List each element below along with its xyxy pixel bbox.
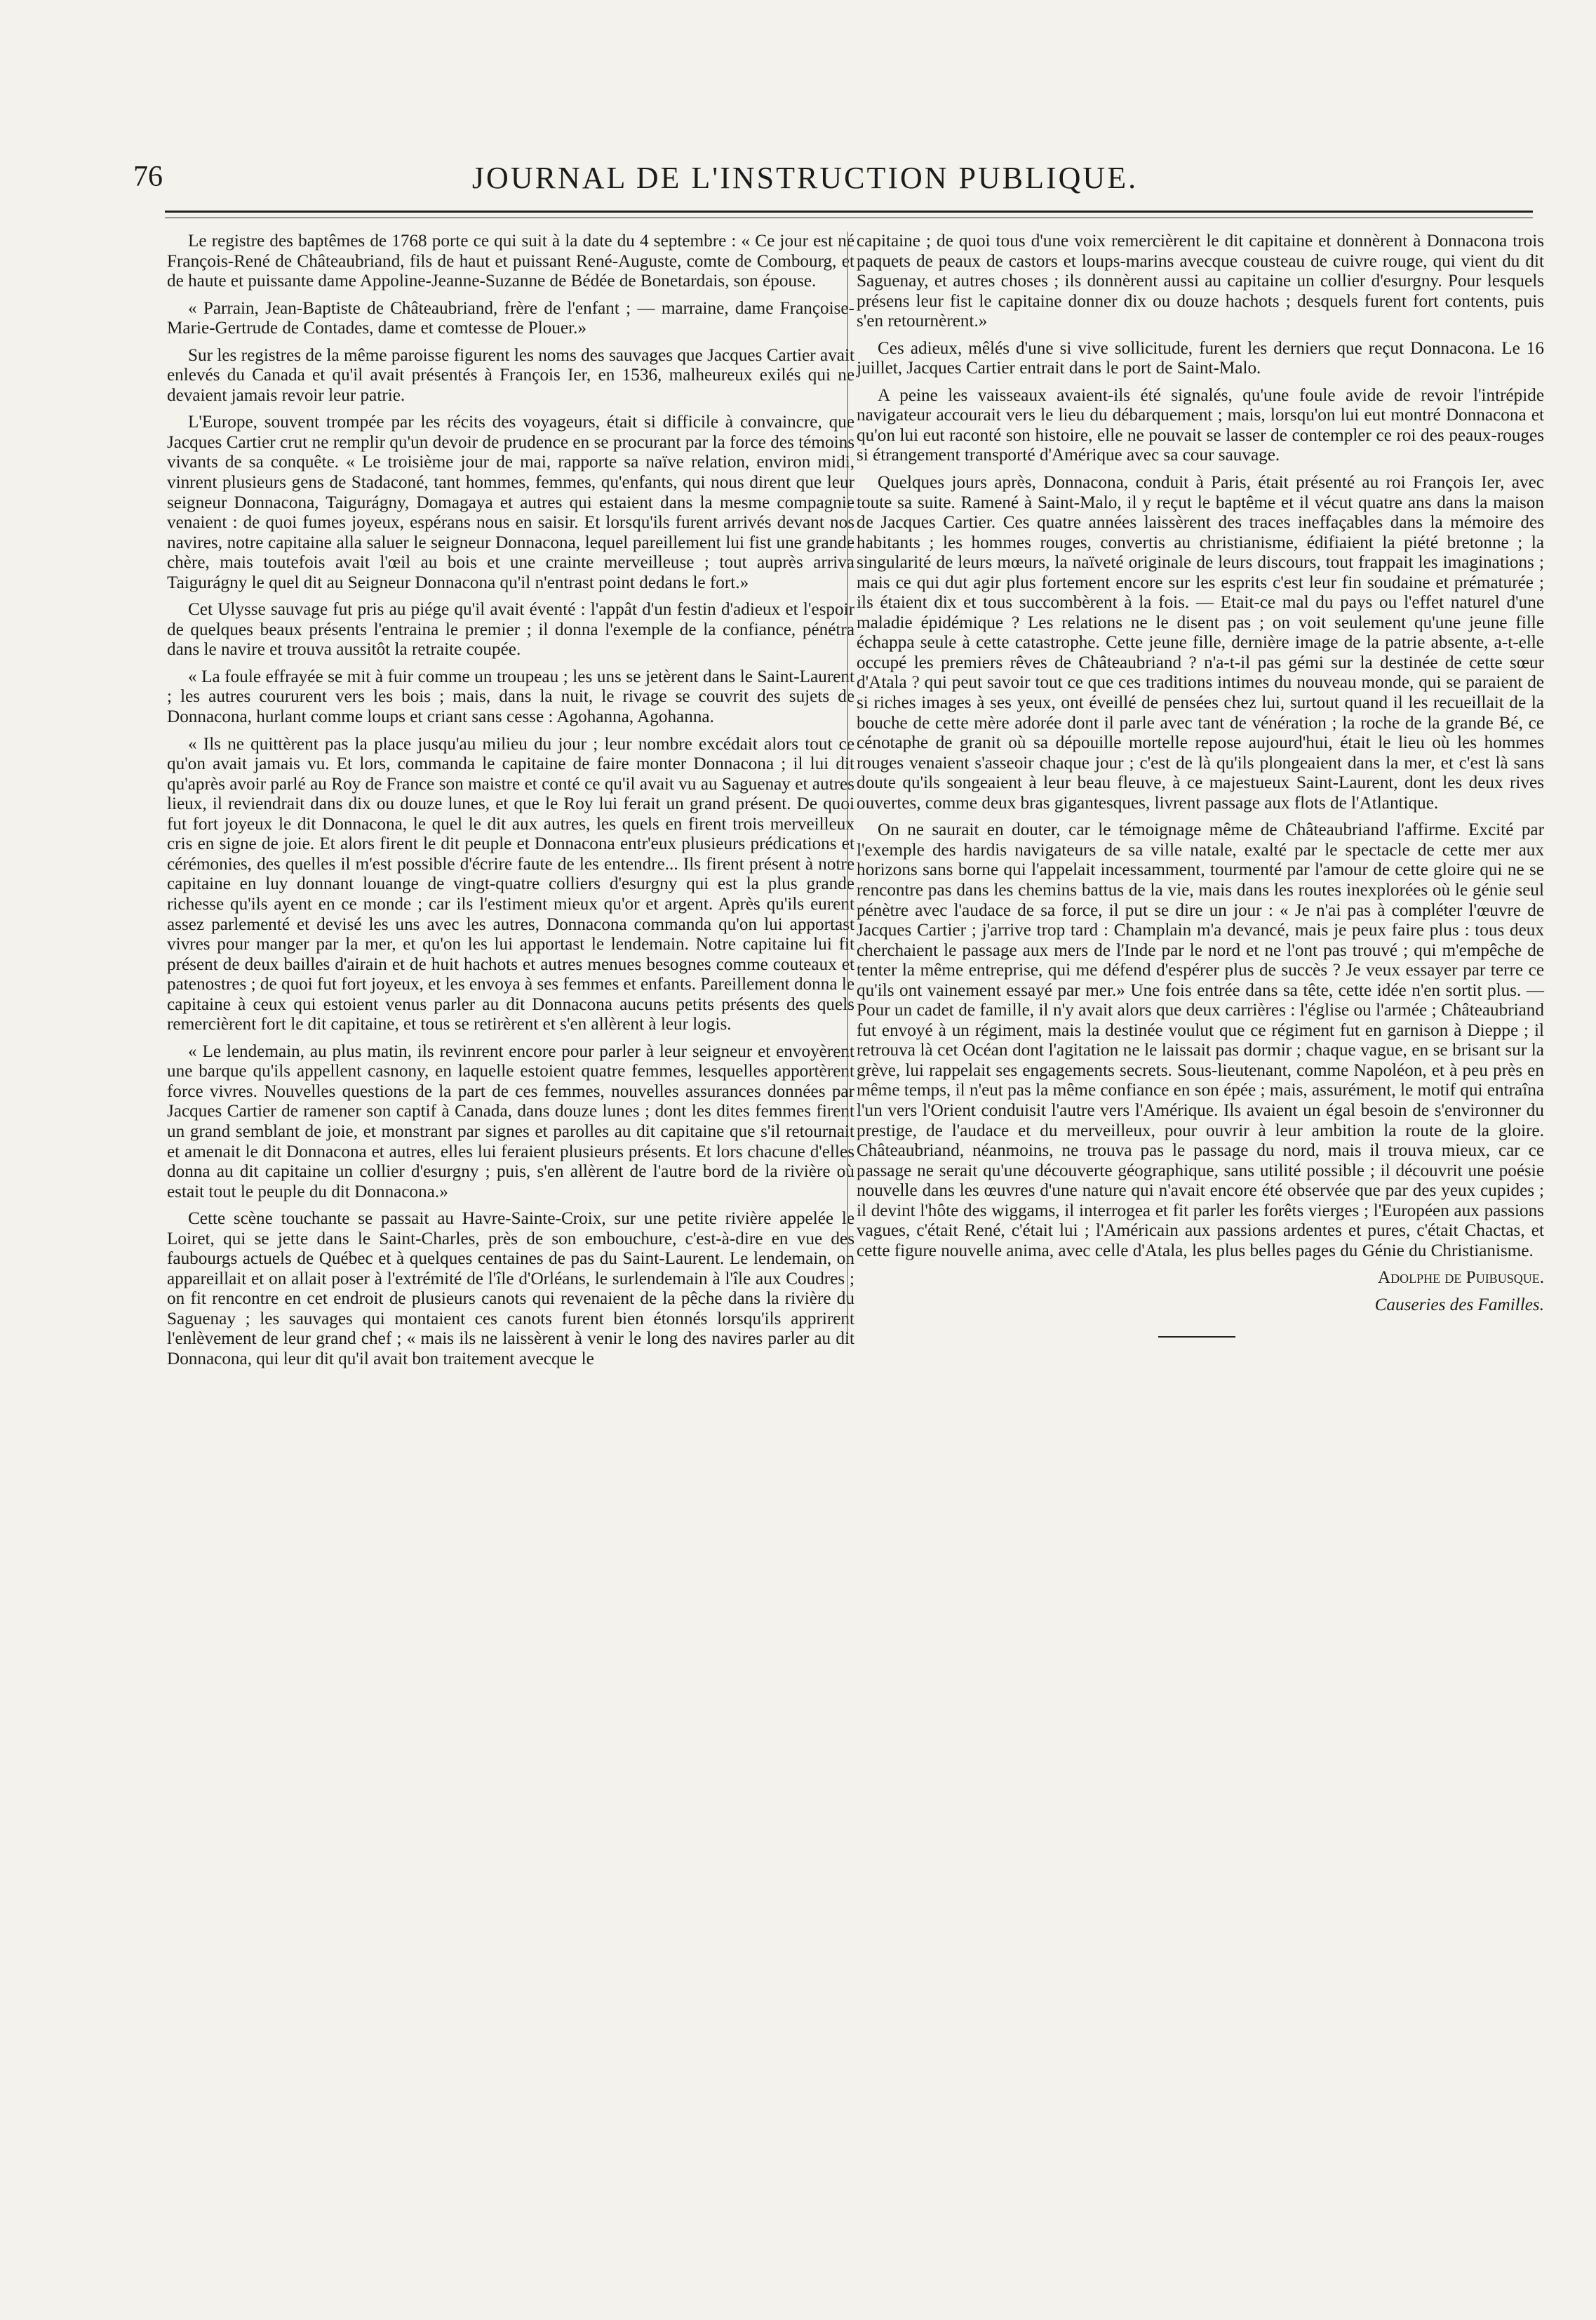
paragraph: Sur les registres de la même paroisse figurent les noms des sauvages que Jacques Cartier avait enlevés du Canada et qu'il avait présentés à François Ier, en 1536, malheureux exilés qui ne devaient jamais revoir leur patrie. [167, 345, 854, 405]
paragraph: A peine les vaisseaux avaient-ils été signalés, qu'une foule avide de revoir l'intrépide navigateur accourait vers le lieu du débarquement ; mais, lorsqu'on lui eut montré Donnacona et qu'on lui eut raconté son histoire, elle ne pouvait se lasser de contempler ce roi des peaux-rouges si étrangement transporté d'Amérique avec sa cour sauvage. [857, 385, 1544, 465]
end-rule [1158, 1336, 1235, 1338]
paragraph: Cette scène touchante se passait au Havre-Sainte-Croix, sur une petite rivière appelée le Loiret, qui se jette dans le Saint-Charles, près de son embouchure, c'est-à-dire en vue des faubourgs actuels de Québec et à quelques centaines de pas du Saint-Laurent. Le lendemain, on appareillait et on allait poser à l'extrémité de l'île d'Orléans, le surlendemain à l'île aux Coudres ; on fit rencontre en cet endroit de plusieurs canots qui revenaient de la pêche dans la rivière du Saguenay ; les sauvages qui montaient ces canots furent bien étonnés lorsqu'ils apprirent l'enlèvement de leur grand chef ; « mais ils ne laissèrent à venir le long des navires parler au dit Donnacona, qui leur dit qu'il avait bon traitement avecque le [167, 1209, 854, 1368]
paragraph: « Le lendemain, au plus matin, ils revinrent encore pour parler à leur seigneur et envoyèrent une barque qu'ils appellent casnony, en laquelle estoient quatre femmes, lesquelles apportèrent force vivres. Nouvelles questions de la part de ces femmes, nouvelles assurances données par Jacques Cartier de ramener son captif à Canada, dans douze lunes ; dont les dites femmes firent un grand semblant de joie, et monstrant par signes et parolles au dit capitaine que s'il retournait et amenait le dit Donnacona et autres, elles lui feraient plusieurs présents. Et lors chacune d'elles donna au dit capitaine un collier d'esurgny ; puis, s'en allèrent de l'autre bord de la rivière où estait tout le peuple du dit Donnacona.» [167, 1041, 854, 1201]
running-head-title: JOURNAL DE L'INSTRUCTION PUBLIQUE. [471, 161, 1139, 195]
paragraph: Cet Ulysse sauvage fut pris au piége qu'il avait éventé : l'appât d'un festin d'adieux et l'espoir de quelques beaux présents l'entraina le premier ; il donna l'exemple de la confiance, pénétra dans le navire et trouva aussitôt la retraite coupée. [167, 600, 854, 660]
paragraph: « Ils ne quittèrent pas la place jusqu'au milieu du jour ; leur nombre excédait alors tout ce qu'on avait jamais vu. Et lors, commanda le capitaine de faire monter Donnacona ; il lui dit qu'après avoir parlé au Roy de France son maistre et conté ce qu'il avait vu au Saguenay et autres lieux, il reviendrait dans dix ou douze lunes, et que le Roy lui ferait un grand présent. De quoi fut fort joyeux le dit Donnacona, le quel le dit aux autres, les quels en firent trois merveilleux cris en signe de joie. Et alors firent le dit peuple et Donnacona entr'eux plusieurs prédications et cérémonies, des quelles il m'est possible d'écrire faute de les entendre... Ils firent présent à notre capitaine en luy donnant louange de vingt-quatre colliers d'esurgny qui est la plus grande richesse qu'ils ayent en ce monde ; car ils l'estiment mieux qu'or et argent. Après qu'ils eurent assez parlementé et devisé les uns avec les autres, Donnacona commanda qu'on lui apportast vivres pour manger par la mer, et qu'on les lui apportast le lendemain. Notre capitaine lui fit présent de deux bailles d'airain et de huit hachots et autres menues besognes comme couteaux et patenostres ; de quoi fut fort joyeux, et les envoya à ses femmes et enfants. Pareillement donna le capitaine à ceux qui estoient venus parler au dit Donnacona aucuns petits présents des quels remercièrent fort le dit capitaine, et tous se retirèrent et s'en allèrent à leur logis. [167, 734, 854, 1034]
paragraph: L'Europe, souvent trompée par les récits des voyageurs, était si difficile à convaincre, que Jacques Cartier crut ne remplir qu'un devoir de prudence en se procurant par la force des témoins vivants de sa conquête. « Le troisième jour de mai, rapporte sa naïve relation, environ midi, vinrent plusieurs gens de Stadaconé, tant hommes, femmes, qu'enfants, qui nous dirent que leur seigneur Donnacona, Taigurágny, Domagaya et autres qui estaient dans la mesme compagnie venaient : de quoi fumes joyeux, espérans nous en saisir. Et lorsqu'ils furent arrivés devant nos navires, notre capitaine alla saluer le seigneur Donnacona, lequel pareillement lui fist une grande chère, mais toutefois avait l'œil au bois et une crainte merveilleuse ; tout auprès arriva Taigurágny le quel dit au Seigneur Donnacona qu'il n'entrast point dedans le fort.» [167, 413, 854, 592]
page-number: 76 [133, 161, 163, 193]
signature-author: Adolphe de Puibusque. [1377, 1268, 1544, 1288]
signature-source: Causeries des Familles. [1374, 1295, 1544, 1314]
paragraph: Le registre des baptêmes de 1768 porte ce qui suit à la date du 4 septembre : « Ce jour est né François-René de Châteaubriand, fils de haut et puissant René-Auguste, comte de Combourg, et de haute et puissante dame Appoline-Jeanne-Suzanne de Bédée de Bonetardais, son épouse. [167, 232, 854, 291]
header-rule [165, 211, 1533, 218]
paragraph: « Parrain, Jean-Baptiste de Châteaubriand, frère de l'enfant ; — marraine, dame Françoise-Marie-Gertrude de Contades, dame et comtesse de Plouer.» [167, 298, 854, 338]
paragraph: Quelques jours après, Donnacona, conduit à Paris, était présenté au roi François Ier, avec toute sa suite. Ramené à Saint-Malo, il y reçut le baptême et il vécut quatre ans dans la maison de Jacques Cartier. Ces quatre années laissèrent des traces ineffaçables dans la mémoire des habitants ; les hommes rouges, convertis au christianisme, édifiaient la piété bretonne ; la singularité de leurs mœurs, la naïveté originale de leurs discours, tout frappait les imaginations ; mais ce qui dut agir plus fortement encore sur les esprits c'est leur fin soudaine et prématurée ; ils étaient dix et tous succombèrent à la fois. — Etait-ce mal du pays ou l'effet naturel d'une maladie épidémique ? Les relations ne le disent pas ; on voit seulement qu'une jeune fille échappa seule à cette catastrophe. Cette jeune fille, dernière image de la patrie absente, a-t-elle occupé les premiers rêves de Châteaubriand ? n'a-t-il pas gémi sur la destinée de cette sœur d'Atala ? qui peut savoir tout ce que ces traditions intimes du nouveau monde, qui se paraient de si riches images à ses yeux, ont éveillé de pensées chez lui, surtout quand il les recueillait de la bouche de cette mère adorée dont il parle avec tant de vénération ; la roche de la grande Bé, ce cénotaphe de granit où sa dépouille mortelle repose aujourd'hui, était le lieu où les hommes rouges venaient s'asseoir chaque jour ; c'est de là qu'ils plongeaient dans la mer, et c'est là sans doute qu'ils songeaient à leur beau fleuve, à ce majestueux Saint-Laurent, dont les deux rives ouvertes, comme deux bras gigantesques, livrent passage aux flots de l'Atlantique. [857, 473, 1544, 813]
page-header [105, 160, 1505, 202]
paragraph: capitaine ; de quoi tous d'une voix remercièrent le dit capitaine et donnèrent à Donnacona trois paquets de peaux de castors et loups-marins avecque cousteau de cuivre rouge, qui vient du dit Saguenay, et autres choses ; ils donnèrent aussi au capitaine un collier d'esurgny. Pour lesquels présens leur fist le capitaine donner dix ou douze hachots ; desquels furent fort contents, puis s'en retournèrent.» [857, 232, 1544, 331]
paragraph: Ces adieux, mêlés d'une si vive sollicitude, furent les derniers que reçut Donnacona. Le 16 juillet, Jacques Cartier entrait dans le port de Saint-Malo. [857, 338, 1544, 378]
right-column [847, 232, 1544, 1338]
paragraph: On ne saurait en douter, car le témoignage même de Châteaubriand l'affirme. Excité par l'exemple des hardis navigateurs de sa ville natale, exalté par le spectacle de cette mer aux horizons sans borne qui l'appelait incessamment, tourmenté par l'amour de cette gloire qui ne se rencontre pas dans les chemins battus de la vie, mais dans les routes inexplorées où le génie seul pénètre avec l'audace de sa force, il put se dire un jour : « Je n'ai pas à compléter l'œuvre de Jacques Cartier ; j'arrive trop tard : Champlain m'a devancé, mais je peux faire plus : tous deux cherchaient le passage aux mers de l'Inde par le nord et ne l'ont pas trouvé ; qui m'empêche de tenter la même entreprise, qui me défend d'espérer plus de succès ? Je veux essayer par terre ce qu'ils ont vainement essayé par mer.» Une fois entrée dans sa tête, cette idée n'en sortit plus. — Pour un cadet de famille, il n'y avait alors que deux carrières : l'église ou l'armée ; Châteaubriand fut envoyé à un régiment, mais la destinée voulut que ce régiment fut en garnison à Dieppe ; il retrouva là cet Océan dont l'agitation ne le laissait pas dormir ; chaque vague, en se brisant sur la grève, lui rappelait ses engagements secrets. Sous-lieutenant, comme Napoléon, et à peu près en même temps, il n'eut pas la même confiance en son épée ; mais, assurément, le motif qui entraîna l'un vers l'Orient conduisit l'autre vers l'Amérique. Ils avaient un égal besoin de s'environner du prestige, de l'audace et du merveilleux, pour ouvrir à leur ambition la route de la gloire. Châteaubriand, néanmoins, ne trouva pas le passage du nord, mais il trouva mieux, car ce passage ne serait qu'une découverte géographique, sans utilité possible ; il découvrit une poésie nouvelle dans les œuvres d'une nature qui n'avait encore été observée que par des yeux cupides ; il devint l'hôte des wiggams, il interrogea et fit parler les forêts vierges ; l'Européen aux passions vagues, c'était René, c'était lui ; l'Américain aux passions ardentes et pures, c'était Chactas, et cette figure nouvelle anima, avec celle d'Atala, les plus belles pages du Génie du Christianisme. [857, 820, 1544, 1260]
left-column [167, 232, 854, 1377]
paragraph: « La foule effrayée se mit à fuir comme un troupeau ; les uns se jetèrent dans le Saint-Laurent ; les autres coururent vers les bois ; mais, dans la nuit, le rivage se couvrit des sujets de Donnacona, hurlant comme loups et criant sans cesse : Agohanna, Agohanna. [167, 667, 854, 727]
